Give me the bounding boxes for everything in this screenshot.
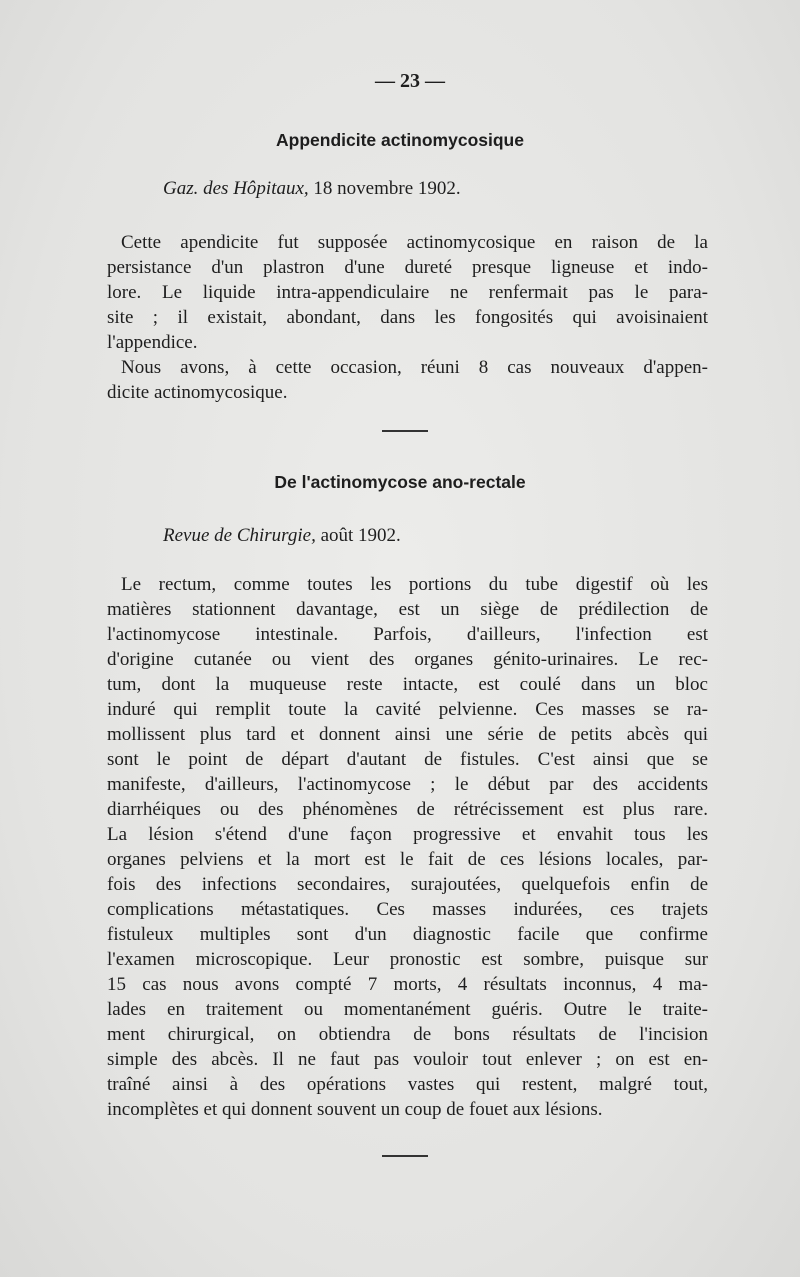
text-line: induré qui remplit toute la cavité pelvienne. Ces masses se ra-	[107, 699, 708, 720]
text-line: ment chirurgical, on obtiendra de bons résultats de l'incision	[107, 1024, 708, 1045]
text-line: Nous avons, à cette occasion, réuni 8 cas nouveaux d'appen-	[121, 357, 708, 378]
section-source-1	[163, 178, 461, 200]
text-line: fistuleux multiples sont d'un diagnostic facile que confirme	[107, 924, 708, 945]
text-line: lades en traitement ou momentanément guéris. Outre le traite-	[107, 999, 708, 1020]
text-line: manifeste, d'ailleurs, l'actinomycose ; le début par des accidents	[107, 774, 708, 795]
text-line: l'appendice.	[107, 332, 198, 353]
text-line: tum, dont la muqueuse reste intacte, est coulé dans un bloc	[107, 674, 708, 695]
source-date: août 1902.	[320, 525, 401, 546]
section-body-1	[107, 230, 708, 405]
section-divider	[382, 1155, 428, 1157]
text-line: fois des infections secondaires, surajoutées, quelquefois enfin de	[107, 874, 708, 895]
text-line: simple des abcès. Il ne faut pas vouloir tout enlever ; on est en-	[107, 1049, 708, 1070]
text-line: diarrhéiques ou des phénomènes de rétrécissement est plus rare.	[107, 799, 708, 820]
page-number: — 23 —	[375, 70, 445, 92]
text-line: d'origine cutanée ou vient des organes génito-urinaires. Le rec-	[107, 649, 708, 670]
text-line: sont le point de départ d'autant de fistules. C'est ainsi que se	[107, 749, 708, 770]
text-line: matières stationnent davantage, est un siège de prédilection de	[107, 599, 708, 620]
source-date: 18 novembre 1902.	[313, 178, 461, 199]
text-line: lore. Le liquide intra-appendiculaire ne renfermait pas le para-	[107, 282, 708, 303]
source-journal: Revue de Chirurgie,	[163, 525, 316, 546]
text-line: mollissent plus tard et donnent ainsi une série de petits abcès qui	[107, 724, 708, 745]
text-line: l'actinomycose intestinale. Parfois, d'ailleurs, l'infection est	[107, 624, 708, 645]
text-line: incomplètes et qui donnent souvent un coup de fouet aux lésions.	[107, 1099, 603, 1120]
text-line: 15 cas nous avons compté 7 morts, 4 résultats inconnus, 4 ma-	[107, 974, 708, 995]
section-title-2: De l'actinomycose ano-rectale	[274, 472, 526, 492]
section-title-1: Appendicite actinomycosique	[276, 130, 524, 150]
section-body-2	[107, 572, 708, 1122]
text-line: persistance d'un plastron d'une dureté presque ligneuse et indo-	[107, 257, 708, 278]
text-line: l'examen microscopique. Leur pronostic est sombre, puisque sur	[107, 949, 708, 970]
text-line: Cette apendicite fut supposée actinomycosique en raison de la	[121, 232, 708, 253]
text-line: dicite actinomycosique.	[107, 382, 288, 403]
text-line: organes pelviens et la mort est le fait de ces lésions locales, par-	[107, 849, 708, 870]
source-journal: Gaz. des Hôpitaux,	[163, 178, 309, 199]
text-line: Le rectum, comme toutes les portions du tube digestif où les	[121, 574, 708, 595]
text-line: site ; il existait, abondant, dans les fongosités qui avoisinaient	[107, 307, 708, 328]
section-source-2	[163, 525, 401, 547]
text-line: La lésion s'étend d'une façon progressive et envahit tous les	[107, 824, 708, 845]
text-line: traîné ainsi à des opérations vastes qui restent, malgré tout,	[107, 1074, 708, 1095]
section-divider	[382, 430, 428, 432]
text-line: complications métastatiques. Ces masses indurées, ces trajets	[107, 899, 708, 920]
